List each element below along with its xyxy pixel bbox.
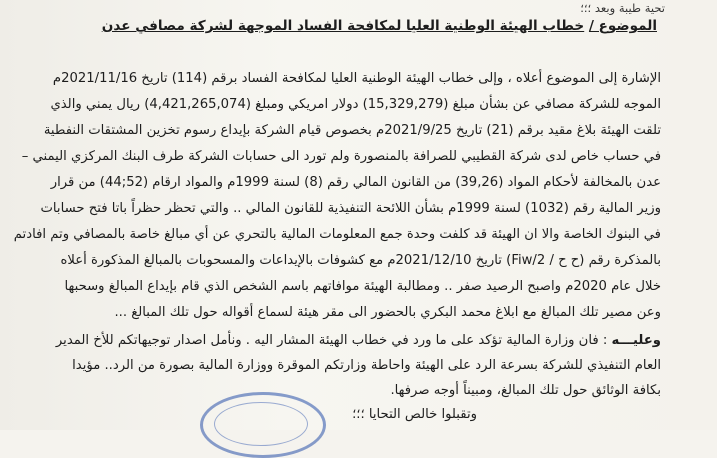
body-line: بالمذكرة رقم (ح ح / 2/Fiw) تاريخ 2021/12/10م مع كشوفات بالإيداعات والمسحوبات بالمبالغ المذكورة أعلاه <box>60 253 661 268</box>
body-line: في البنوك الخاصة والا ان الهيئة قد كلفت وحدة جمع المعلومات المالية بالتحري عن أي مبالغ خاصة بالمصافي وتم افادتم <box>13 227 661 242</box>
closing-line-2: العام التنفيذي للشركة بسرعة الرد على الهيئة واحاطة وزارتكم الموقرة ووزارة المالية بصورة من الرد.. مؤيدا <box>72 358 661 373</box>
body-line: الموجه للشركة مصافي عن بشأن مبلغ (15,329,279) دولار امريكي ومبلغ (4,421,265,074) ريال يمني والذي <box>50 97 661 112</box>
body-line: تلقت الهيئة بلاغ مقيد برقم (21) تاريخ 2021/9/25م بخصوص قيام الشركة بإيداع رسوم تخزين المشتقات النفطية <box>43 123 661 138</box>
subject-line <box>102 18 657 35</box>
regards: وتقبلوا خالص التحايا ؛؛؛ <box>352 407 477 422</box>
subject-label: الموضوع / <box>588 18 657 34</box>
body-line: وعن مصير تلك المبالغ مع ابلاغ محمد البكري بالحضور الى مقر هيئة لسماع أقواله حول تلك المبالغ ... <box>114 305 661 320</box>
official-stamp-inner-ring <box>214 402 308 446</box>
closing-text-1: : فان وزارة المالية تؤكد على ما ورد في خطاب الهيئة المشار اليه . ونأمل اصدار توجيهاتكم للأخ المدير <box>55 333 608 348</box>
closing-label: وعليـــه <box>611 333 661 348</box>
body-line: في حساب خاص لدى شركة القطيبي للصرافة بالمنصورة ولم تورد الى حسابات الشركة طرف البنك المركزي اليمني – <box>21 149 661 164</box>
body-line: الإشارة إلى الموضوع أعلاه ، وإلى خطاب الهيئة الوطنية العليا لمكافحة الفساد برقم (114) تاريخ 2021/11/16م <box>52 71 661 86</box>
greeting: تحية طيبة وبعد ؛؛؛ <box>580 1 665 15</box>
closing-line-3: بكافة الوثائق حول تلك المبالغ، ومبيناً أوجه صرفها. <box>390 383 661 398</box>
closing-line-1 <box>56 332 661 349</box>
body-line: وزير المالية رقم (1032) لسنة 1999م بشأن اللائحة التنفيذية للقانون المالي .. والتي تحظر حظراً باتا فتح حسابات <box>40 201 661 216</box>
subject-text: خطاب الهيئة الوطنية العليا لمكافحة الفساد الموجهة لشركة مصافي عدن <box>101 18 585 34</box>
body-line: عدن بالمخالفة لأحكام المواد (39,26) من القانون المالي رقم (8) لسنة 1999م والمواد ارقام (52;44) من قرار <box>50 175 661 190</box>
body-line: خلال عام 2020م واصبح الرصيد صفر .. ومطالبة الهيئة موافاتهم باسم الشخص الذي قام بإيداع المبالغ وسحبها <box>64 279 661 294</box>
